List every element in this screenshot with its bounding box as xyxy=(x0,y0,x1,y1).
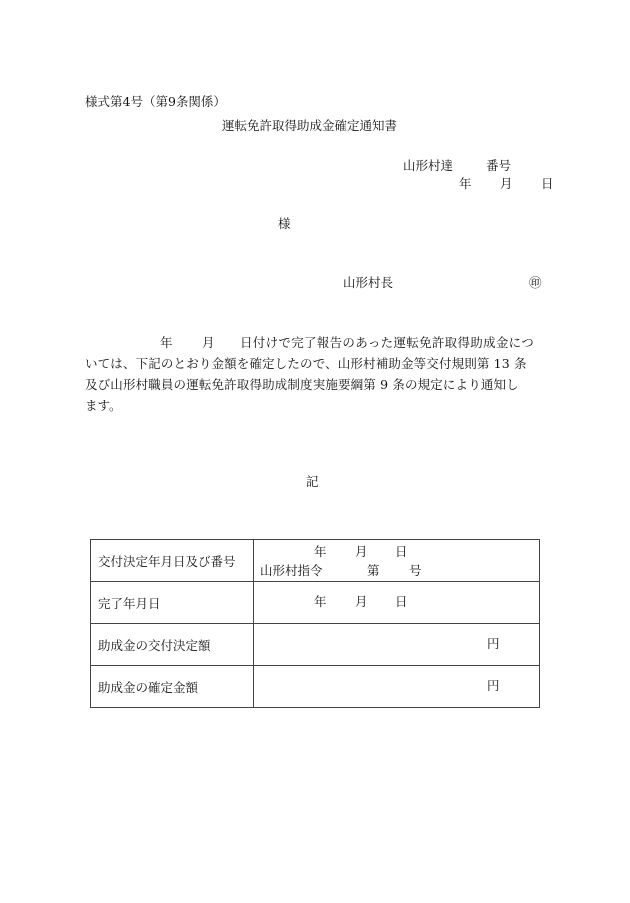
completion-month: 月 xyxy=(355,594,368,609)
table-row xyxy=(91,624,540,666)
sender-name: 山形村長 xyxy=(343,275,394,290)
decision-year: 年 xyxy=(314,544,327,559)
seal-mark: ㊞ xyxy=(529,275,542,290)
completion-year: 年 xyxy=(314,594,327,609)
date-year: 年 xyxy=(459,176,472,191)
doc-number-prefix: 山形村達 xyxy=(403,158,454,173)
body-month: 月 xyxy=(202,335,215,350)
body-line-1: 日付けで完了報告のあった運転免許取得助成金につ xyxy=(240,335,535,350)
form-number: 様式第4号（第9条関係） xyxy=(85,94,226,109)
doc-number-suffix: 番号 xyxy=(486,158,512,173)
row-label: 交付決定年月日及び番号 xyxy=(91,540,254,582)
order-go: 号 xyxy=(409,563,422,578)
order-dai: 第 xyxy=(367,563,380,578)
row-label: 完了年月日 xyxy=(91,582,254,624)
yen-unit: 円 xyxy=(487,636,500,651)
table-row xyxy=(91,666,540,708)
decision-date-number-cell xyxy=(254,540,540,582)
row-label: 助成金の交付決定額 xyxy=(91,624,254,666)
ki-heading: 記 xyxy=(306,474,319,489)
table-row xyxy=(91,582,540,624)
decision-day: 日 xyxy=(395,544,408,559)
date-month: 月 xyxy=(500,176,513,191)
decision-month: 月 xyxy=(355,544,368,559)
completion-day: 日 xyxy=(395,594,408,609)
addressee-honorific: 様 xyxy=(278,216,291,231)
date-day: 日 xyxy=(541,176,554,191)
grant-decision-amount-cell xyxy=(254,624,540,666)
body-line-4: ます。 xyxy=(85,398,122,413)
yen-unit: 円 xyxy=(487,678,500,693)
order-prefix: 山形村指令 xyxy=(260,563,323,578)
document-title: 運転免許取得助成金確定通知書 xyxy=(222,118,398,133)
row-label: 助成金の確定金額 xyxy=(91,666,254,708)
body-line-3: 及び山形村職員の運転免許取得助成制度実施要綱第 9 条の規定により通知し xyxy=(85,377,519,392)
details-table xyxy=(90,539,540,708)
completion-date-cell xyxy=(254,582,540,624)
table-row xyxy=(91,540,540,582)
body-year: 年 xyxy=(160,335,173,350)
body-line-2: いては、下記のとおり金額を確定したので、山形村補助金等交付規則第 13 条 xyxy=(85,356,527,371)
confirmed-amount-cell xyxy=(254,666,540,708)
